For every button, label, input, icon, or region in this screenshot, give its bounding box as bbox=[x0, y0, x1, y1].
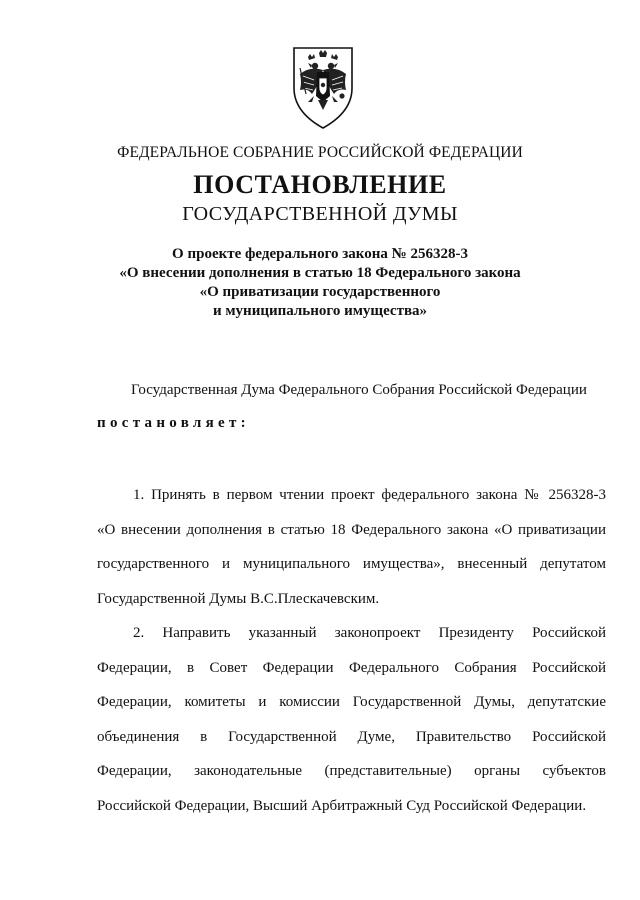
document-issuer: ГОСУДАРСТВЕННОЙ ДУМЫ bbox=[182, 203, 458, 225]
subject-line: «О внесении дополнения в статью 18 Федерального закона bbox=[119, 265, 521, 281]
clause-line: Федерации, законодательные (представительные) органы субъектов bbox=[97, 763, 606, 780]
clause-line: государственного и муниципального имущества», внесенный депутатом bbox=[97, 556, 606, 573]
subject-line: и муниципального имущества» bbox=[212, 303, 428, 319]
organization-name: ФЕДЕРАЛЬНОЕ СОБРАНИЕ РОССИЙСКОЙ ФЕДЕРАЦИИ bbox=[117, 144, 523, 161]
clause-line: 1. Принять в первом чтении проект федерального закона № 256328-3 bbox=[133, 487, 606, 503]
clause-line: Федерации, комитеты и комиссии Государственной Думы, депутатские bbox=[97, 694, 606, 711]
clause-line: 2. Направить указанный законопроект Президенту Российской bbox=[133, 625, 606, 641]
subject-line: «О приватизации государственного bbox=[199, 284, 441, 300]
clause-1 bbox=[97, 478, 606, 616]
preamble: Государственная Дума Федерального Собрания Российской Федерации bbox=[131, 382, 587, 398]
clause-line: Российской Федерации, Высший Арбитражный Суд Российской Федерации. bbox=[97, 797, 587, 814]
coat-of-arms-icon bbox=[288, 44, 358, 134]
decree-word: постановляет: bbox=[97, 415, 250, 431]
clause-line: Государственной Думы В.С.Плескачевским. bbox=[97, 590, 380, 607]
document-type-title: ПОСТАНОВЛЕНИЕ bbox=[193, 170, 447, 199]
clause-line: «О внесении дополнения в статью 18 Федерального закона «О приватизации bbox=[97, 521, 606, 538]
subject-line: О проекте федерального закона № 256328-3 bbox=[172, 246, 468, 262]
clause-line: объединения в Государственной Думе, Правительство Российской bbox=[97, 728, 606, 745]
document-subject bbox=[0, 245, 640, 321]
clause-line: Федерации, в Совет Федерации Федерального Собрания Российской bbox=[97, 659, 606, 676]
clause-2 bbox=[97, 616, 606, 824]
